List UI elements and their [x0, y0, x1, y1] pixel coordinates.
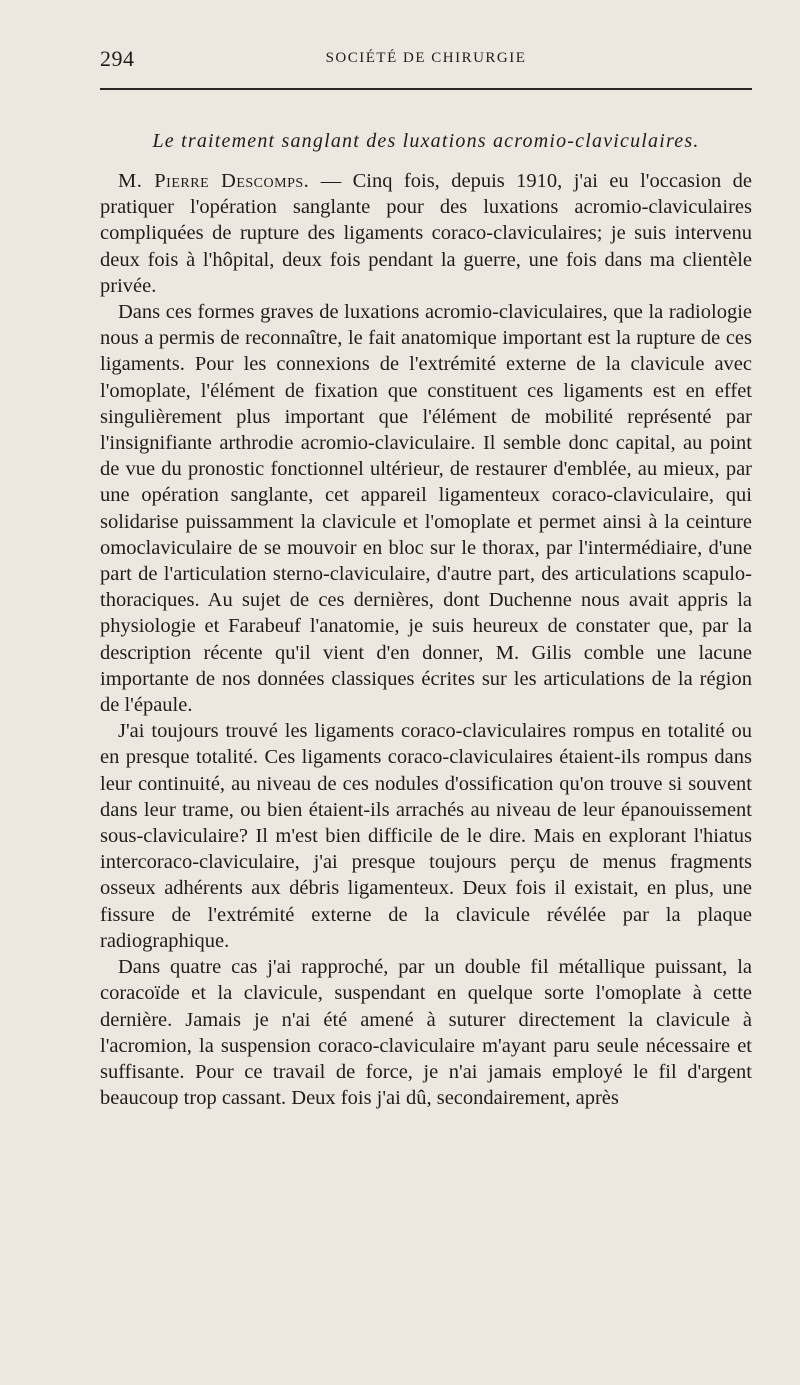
running-head: SOCIÉTÉ DE CHIRURGIE	[325, 50, 527, 66]
header-rule	[100, 88, 752, 90]
paragraph-4: Dans quatre cas j'ai rapproché, par un double fil métallique puissant, la coracoïde et la clavicule, suspendant en quelque sorte l'omoplate à cette dernière. Jamais je n'ai été amené à suturer directement la clavicule à l'acromion, la suspension coraco-claviculaire m'ayant paru seule nécessaire et suffisante. Pour ce travail de force, je n'ai jamais employé le fil d'argent beaucoup trop cassant. Deux fois j'ai dû, secondairement, après	[100, 956, 752, 1110]
paragraph-1	[100, 168, 752, 299]
paragraph-2: Dans ces formes graves de luxations acromio-claviculaires, que la radiologie nous a permis de reconnaître, le fait anatomique important est la rupture de ces ligaments. Pour les connexions de l'extrémité externe de la clavicule avec l'omoplate, l'élément de fixation que constituent ces ligaments est en effet singulièrement plus important que l'élément de mobilité représenté par l'insignifiante arthrodie acromio-claviculaire. Il semble donc capital, au point de vue du pronostic fonctionnel ultérieur, de restaurer d'emblée, au mieux, par une opération sanglante, cet appareil ligamenteux coraco-claviculaire, qui solidarise puissamment la clavicule et l'omoplate et permet ainsi à la ceinture omoclaviculaire de se mouvoir en bloc sur le thorax, par l'intermédiaire, d'une part de l'articulation sterno-claviculaire, d'autre part, des articulations scapulo-thoraciques. Au sujet de ces dernières, dont Duchenne nous avait appris la physiologie et Farabeuf l'anatomie, je suis heureux de constater que, par la description récente qu'il vient d'en donner, M. Gilis comble une lacune importante de nos données classiques écrites sur les articulations de la région de l'épaule.	[100, 301, 752, 717]
paragraph-1-text: — Cinq fois, depuis 1910, j'ai eu l'occasion de pratiquer l'opération sanglante pour des luxations acromio-claviculaires compliquées de rupture des ligaments coraco-claviculaires; je suis intervenu deux fois à l'hôpital, deux fois pendant la guerre, une fois dans ma clientèle privée.	[100, 170, 752, 297]
article-title: Le traitement sanglant des luxations acromio-claviculaires.	[152, 130, 700, 152]
page-number: 294	[100, 46, 135, 71]
speaker-name: M. Pierre Descomps.	[118, 170, 310, 192]
paragraph-3: J'ai toujours trouvé les ligaments coraco-claviculaires rompus en totalité ou en presque totalité. Ces ligaments coraco-claviculaires étaient-ils rompus dans leur continuité, au niveau de ces nodules d'ossification qu'on trouve si souvent dans leur trame, ou bien étaient-ils arrachés au niveau de leur épanouissement sous-claviculaire? Il m'est bien difficile de le dire. Mais en explorant l'hiatus intercoraco-claviculaire, j'ai presque toujours perçu de menus fragments osseux adhérents aux débris ligamenteux. Deux fois il existait, en plus, une fissure de l'extrémité externe de la clavicule révélée par la plaque radiographique.	[100, 720, 752, 952]
page-header	[100, 46, 752, 72]
article-body	[100, 168, 752, 1111]
